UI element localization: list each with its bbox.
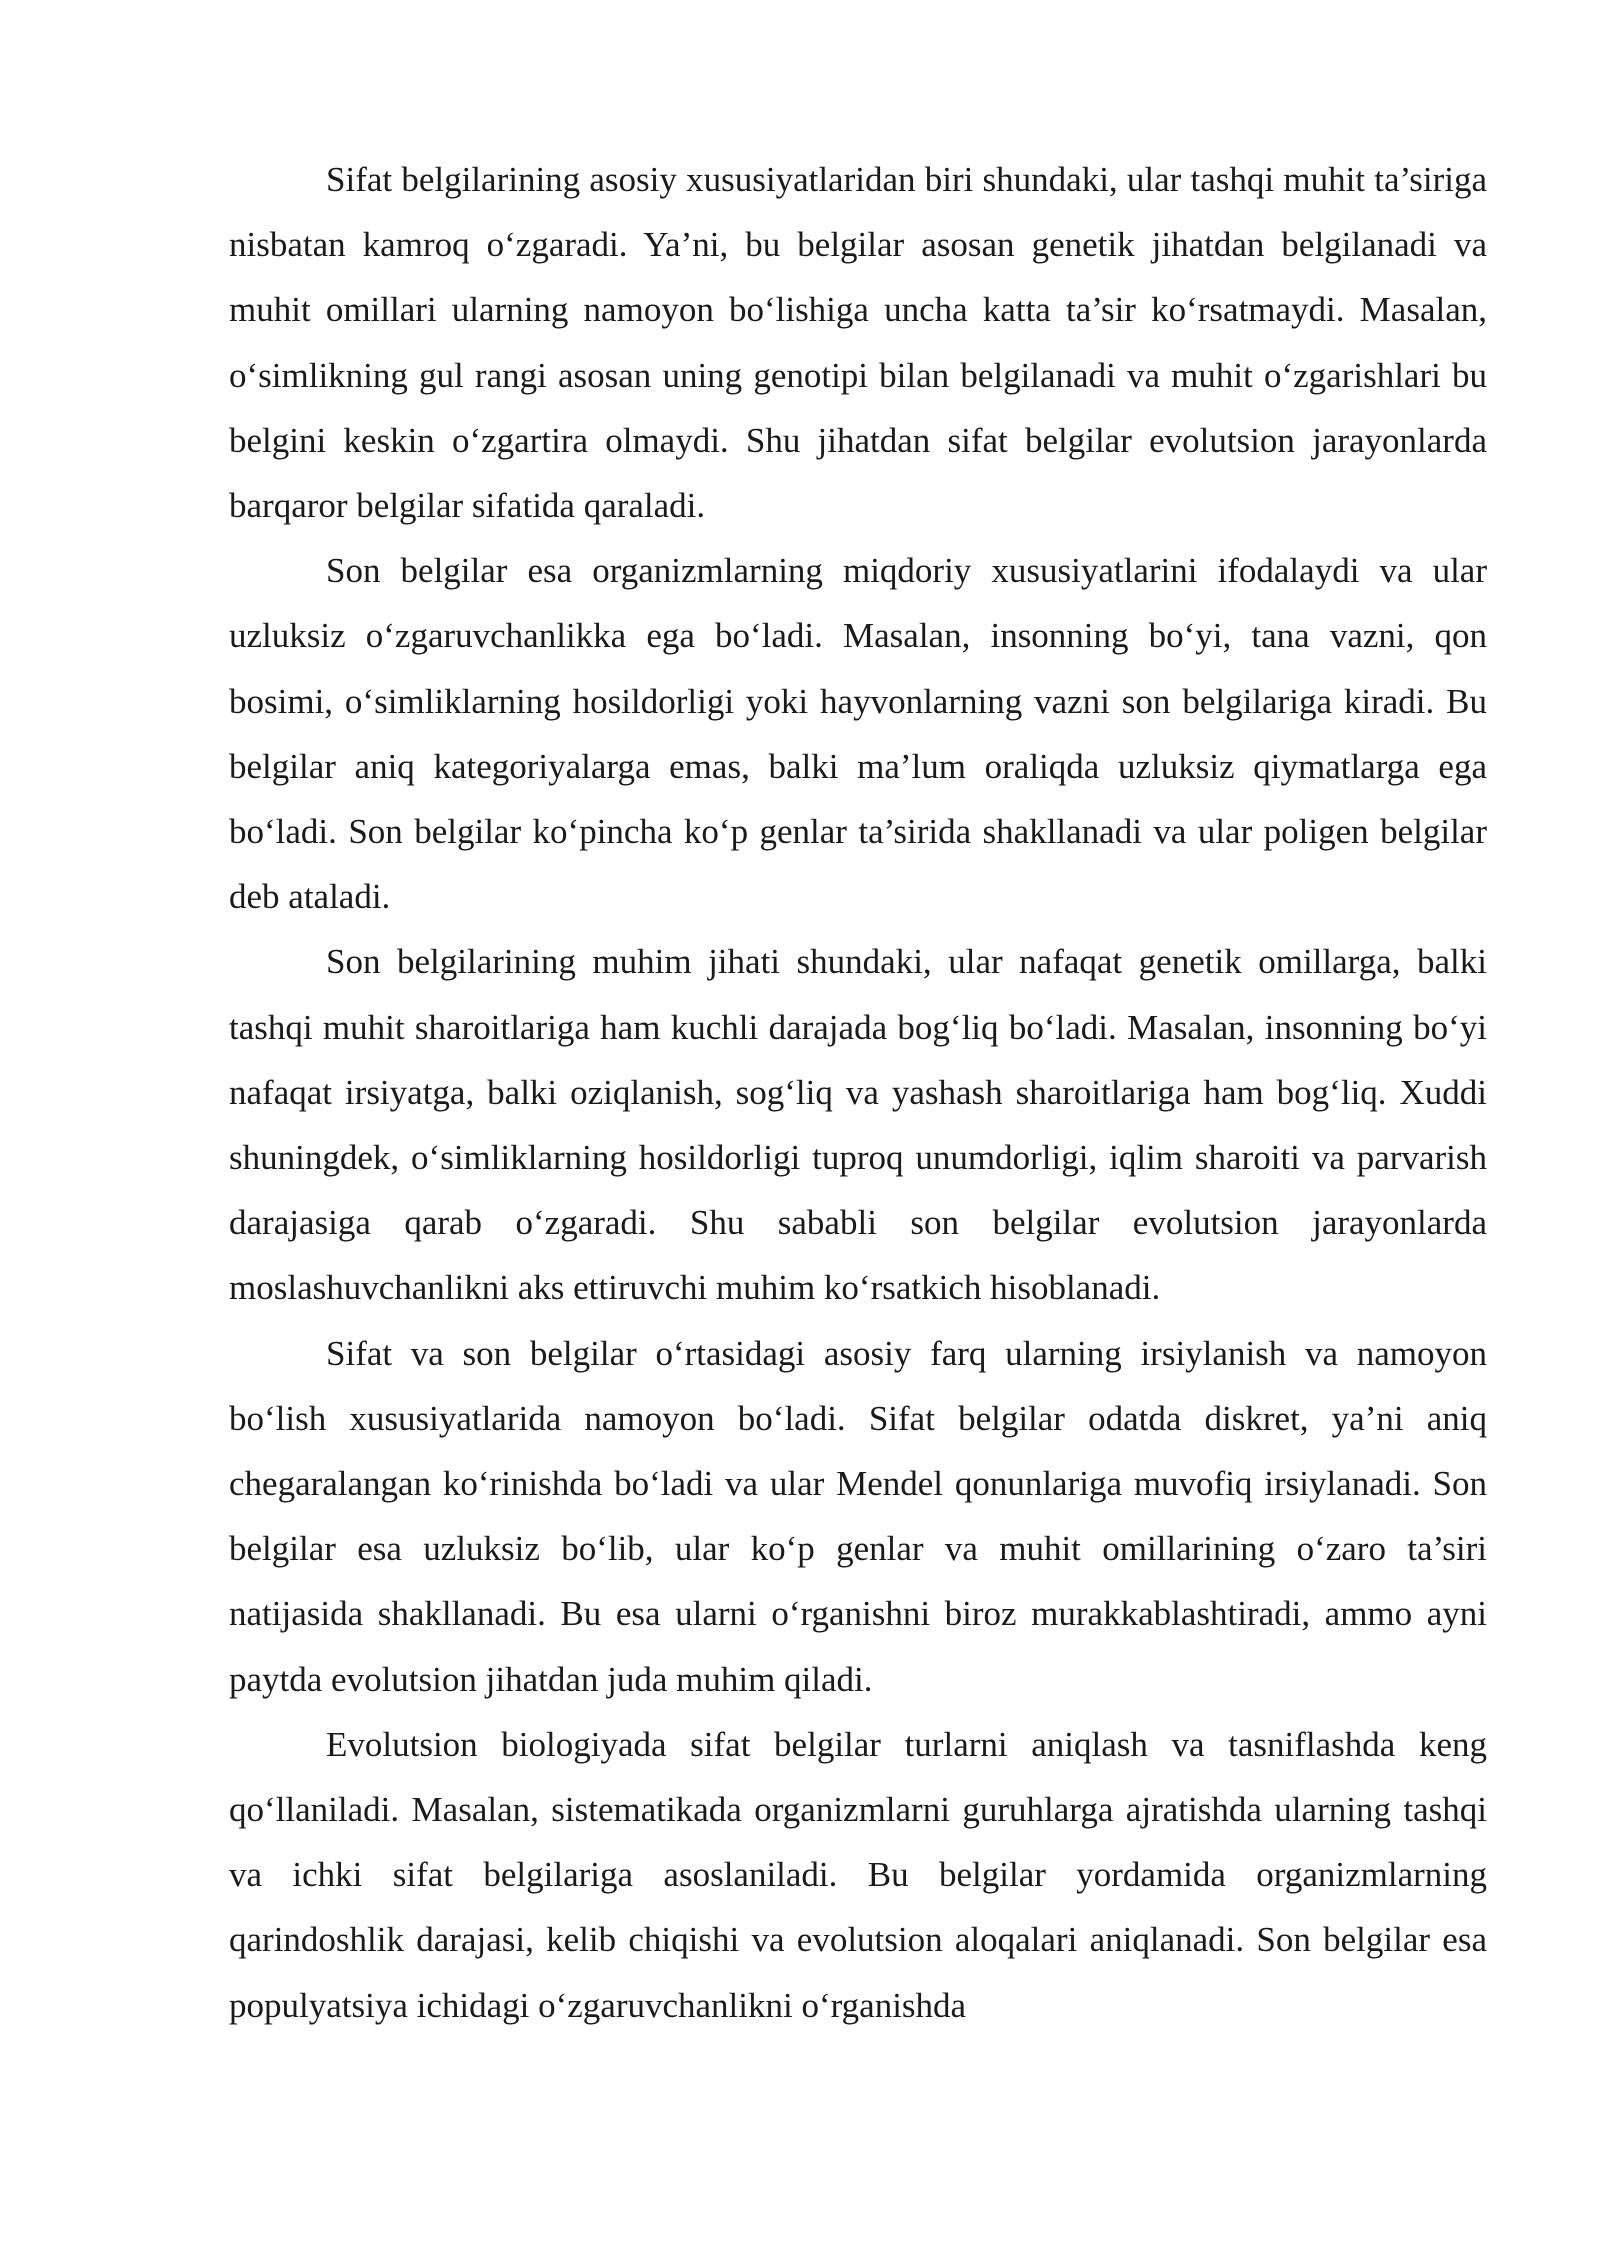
paragraph-4: Sifat va son belgilar o‘rtasidagi asosiy farq ularning irsiylanish va namoyon bo‘lish xususiyatlarida namoyon bo‘ladi. Sifat belgilar odatda diskret, ya’ni aniq chegaralangan ko‘rinishda bo‘ladi va ular Mendel qonunlariga muvofiq irsiylanadi. Son belgilar esa uzluksiz bo‘lib, ular ko‘p genlar va muhit omillarining o‘zaro ta’siri natijasida shakllanadi. Bu esa ularni o‘rganishni biroz murakkablashtiradi, ammo ayni paytda evolutsion jihatdan juda muhim qiladi.	[229, 1333, 1487, 1699]
paragraph-3: Son belgilarining muhim jihati shundaki, ular nafaqat genetik omillarga, balki tashqi muhit sharoitlariga ham kuchli darajada bog‘liq bo‘ladi. Masalan, insonning bo‘yi nafaqat irsiyatga, balki oziqlanish, sog‘liq va yashash sharoitlariga ham bog‘liq. Xuddi shuningdek, o‘simliklarning hosildorligi tuproq unumdorligi, iqlim sharoiti va parvarish darajasiga qarab o‘zgaradi. Shu sababli son belgilar evolutsion jarayonlarda moslashuvchanlikni aks ettiruvchi muhim ko‘rsatkich hisoblanadi.	[229, 942, 1487, 1308]
document-body	[229, 147, 1487, 2038]
paragraph-2: Son belgilar esa organizmlarning miqdoriy xususiyatlarini ifodalaydi va ular uzluksiz o‘zgaruvchanlikka ega bo‘ladi. Masalan, insonning bo‘yi, tana vazni, qon bosimi, o‘simliklarning hosildorligi yoki hayvonlarning vazni son belgilariga kiradi. Bu belgilar aniq kategoriyalarga emas, balki ma’lum oraliqda uzluksiz qiymatlarga ega bo‘ladi. Son belgilar ko‘pincha ko‘p genlar ta’sirida shakllanadi va ular poligen belgilar deb ataladi.	[229, 551, 1487, 917]
paragraph-5: Evolutsion biologiyada sifat belgilar turlarni aniqlash va tasniflashda keng qo‘llaniladi. Masalan, sistematikada organizmlarni guruhlarga ajratishda ularning tashqi va ichki sifat belgilariga asoslaniladi. Bu belgilar yordamida organizmlarning qarindoshlik darajasi, kelib chiqishi va evolutsion aloqalari aniqlanadi. Son belgilar esa populyatsiya ichidagi o‘zgaruvchanlikni o‘rganishda	[229, 1724, 1487, 2025]
paragraph-1: Sifat belgilarining asosiy xususiyatlaridan biri shundaki, ular tashqi muhit ta’siriga nisbatan kamroq o‘zgaradi. Ya’ni, bu belgilar asosan genetik jihatdan belgilanadi va muhit omillari ularning namoyon bo‘lishiga uncha katta ta’sir ko‘rsatmaydi. Masalan, o‘simlikning gul rangi asosan uning genotipi bilan belgilanadi va muhit o‘zgarishlari bu belgini keskin o‘zgartira olmaydi. Shu jihatdan sifat belgilar evolutsion jarayonlarda barqaror belgilar sifatida qaraladi.	[229, 160, 1487, 526]
